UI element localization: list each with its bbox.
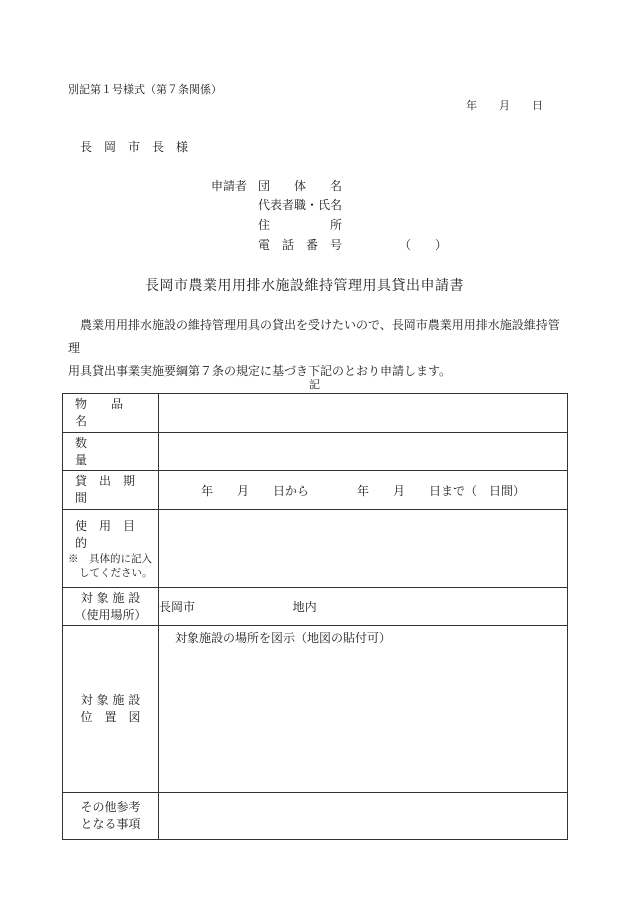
quantity-field[interactable]: [159, 433, 568, 471]
other-field[interactable]: [159, 793, 568, 840]
address-label: 住 所: [258, 218, 343, 232]
map-instruction: 対象施設の場所を図示（地図の貼付可）: [175, 631, 392, 645]
item-name-field[interactable]: [159, 394, 568, 433]
table-row-facility: [63, 588, 568, 626]
table-row-period: [63, 471, 568, 510]
table-row-other: [63, 793, 568, 840]
table-row-purpose: [63, 510, 568, 588]
applicant-label: 申請者: [211, 179, 248, 193]
body-line-1: 農業用用排水施設の維持管理用具の貸出を受けたいので、長岡市農業用用排水施設維持管理: [68, 318, 560, 355]
addressee: 長 岡 市 長 様: [80, 140, 189, 154]
phone-parentheses: （ ）: [399, 238, 448, 252]
table-row-item-name: [63, 394, 568, 433]
purpose-field[interactable]: [159, 510, 568, 588]
period-field[interactable]: 年 月 日から 年 月 日まで（ 日間）: [159, 471, 568, 510]
document-title: 長岡市農業用用排水施設維持管理用具貸出申請書: [145, 278, 464, 294]
table-row-map: [63, 626, 568, 793]
application-table: [62, 393, 568, 840]
map-label-1: 対 象 施 設: [80, 693, 141, 707]
facility-city: 長岡市: [159, 600, 196, 614]
quantity-label: 数 量: [75, 435, 148, 467]
facility-suffix: 地内: [292, 600, 317, 614]
period-label: 貸 出 期 間: [75, 474, 148, 505]
facility-field[interactable]: [159, 588, 568, 626]
form-reference: 別記第１号様式（第７条関係）: [68, 83, 222, 96]
body-line-2: 用具貸出事業実施要綱第７条の規定に基づき下記のとおり申請します。: [68, 364, 452, 378]
purpose-note-1: ※ 具体的に記入: [68, 552, 152, 565]
purpose-label: 使 用 目 的: [75, 518, 148, 550]
other-label-1: その他参考: [80, 800, 141, 814]
phone-label: 電 話 番 号: [258, 238, 343, 252]
representative-label: 代表者職・氏名: [258, 198, 343, 212]
date-line: 年 月 日: [466, 99, 543, 112]
item-name-label: 物 品 名: [75, 397, 148, 428]
facility-label-1: 対 象 施 設: [80, 590, 141, 605]
group-name-label: 団 体 名: [258, 179, 343, 193]
ki-heading: 記: [309, 378, 320, 391]
purpose-note-2: してください。: [79, 566, 153, 579]
map-field[interactable]: [159, 626, 568, 793]
other-label-2: となる事項: [80, 817, 141, 831]
table-row-quantity: [63, 433, 568, 471]
body-paragraph: [68, 314, 568, 383]
facility-label-2: （使用場所）: [74, 607, 147, 622]
map-label-2: 位 置 図: [80, 710, 141, 724]
